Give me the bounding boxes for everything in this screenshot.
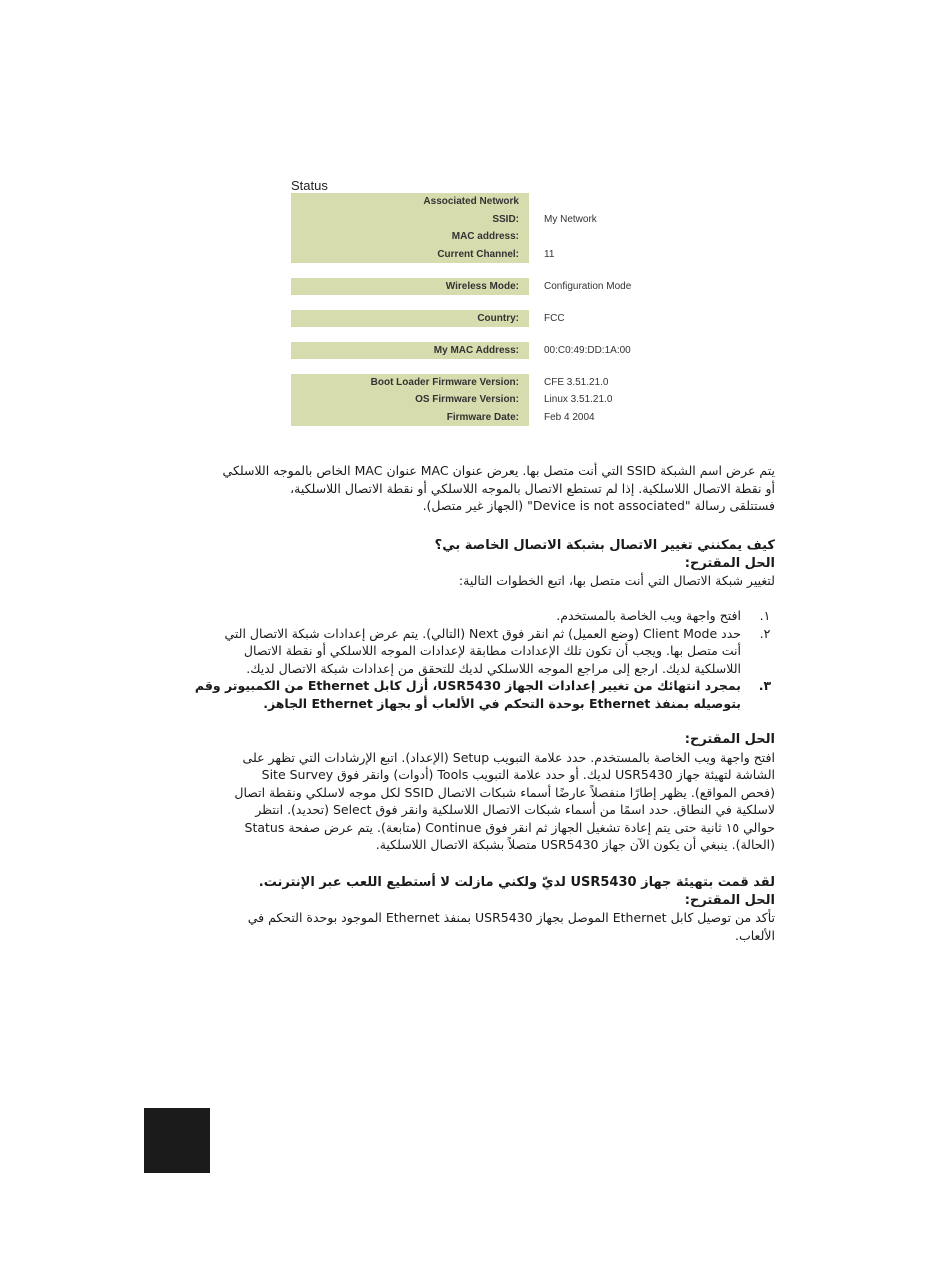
step-line: بمجرد انتهائك من تغيير إعدادات الجهاز USR5430، أزل كابل Ethernet من الكمبيوتر وقم — [194, 678, 741, 693]
step-line: بتوصيله بمنفذ Ethernet بوحدة التحكم في الألعاب أو بجهاز Ethernet الجاهز. — [263, 695, 741, 711]
group-spacer — [291, 327, 651, 342]
intro-line: أو نقطة الاتصال اللاسلكية. إذا لم تستطع الاتصال بالموجه اللاسلكي أو نقطة الاتصال اللاسلكية، — [290, 480, 775, 496]
status-title: Status — [291, 178, 328, 193]
intro-paragraph — [175, 462, 775, 515]
status-value: Linux 3.51.21.0 — [544, 394, 613, 405]
status-label: MAC address: — [291, 228, 529, 246]
step-text — [175, 677, 741, 712]
faq1-intro: لتغيير شبكة الاتصال التي أنت متصل بها، اتبع الخطوات التالية: — [458, 573, 775, 588]
status-value: CFE 3.51.21.0 — [544, 376, 609, 388]
status-table — [291, 193, 651, 426]
faq1-question: كيف يمكنني تغيير الاتصال بشبكة الاتصال الخاصة بي؟ — [434, 538, 775, 553]
step-line: أنت متصل بها. ويجب أن تكون تلك الإعدادات مطابقة لإعدادات الموجه اللاسلكي أو نقطة الاتصال — [243, 643, 741, 658]
step-text — [175, 625, 741, 678]
status-row — [291, 228, 651, 246]
step-line: اللاسلكية لديك. ارجع إلى مراجع الموجه اللاسلكي لديك للتحقق من إعدادات شبكة الاتصال لديك. — [246, 660, 741, 676]
status-value: My Network — [544, 213, 597, 225]
step-text — [175, 607, 741, 625]
page-tab-marker — [144, 1108, 210, 1173]
status-row — [291, 342, 651, 360]
solution2-line: حوالي ١٥ ثانية حتى يتم إعادة تشغيل الجهاز ثم انقر فوق Continue (متابعة). يتم عرض صفحة Status — [244, 819, 775, 835]
solution2 — [175, 731, 775, 854]
status-row — [291, 193, 651, 211]
step-item — [175, 677, 775, 712]
status-label: My MAC Address: — [291, 342, 529, 360]
step-line: افتح واجهة ويب الخاصة بالمستخدم. — [556, 608, 741, 623]
faq2 — [175, 874, 775, 944]
step-line: حدد Client Mode (وضع العميل) ثم انقر فوق Next (التالي). يتم عرض إعدادات شبكة الاتصال التي — [224, 625, 741, 641]
step-item — [175, 625, 775, 678]
intro-line: فستتلقى رسالة "Device is not associated" (الجهاز غير متصل). — [422, 498, 775, 513]
status-label: Firmware Date: — [291, 409, 529, 427]
status-value: FCC — [544, 312, 565, 324]
solution2-line: لاسلكية في النطاق. حدد اسمًا من أسماء شبكات الاتصال اللاسلكية وانقر فوق Select (تحديد). انتظر — [255, 802, 775, 817]
status-row — [291, 211, 651, 229]
status-row — [291, 310, 651, 328]
intro-line: يتم عرض اسم الشبكة SSID التي أنت متصل بها. يعرض عنوان MAC عنوان MAC الخاص بالموجه اللاسلكي — [222, 463, 775, 478]
step-number: ٣. — [758, 678, 772, 693]
status-label: OS Firmware Version: — [291, 391, 529, 409]
faq2-question: لقد قمت بتهيئة جهاز USR5430 لديّ ولكني مازلت لا أستطيع اللعب عبر الإنترنت. — [258, 875, 775, 890]
status-label: Boot Loader Firmware Version: — [291, 374, 529, 392]
status-label: Current Channel: — [291, 246, 529, 264]
status-row — [291, 374, 651, 392]
faq1-steps — [175, 607, 775, 712]
status-value: 11 — [544, 248, 555, 260]
status-row — [291, 246, 651, 264]
solution2-line: افتح واجهة ويب الخاصة بالمستخدم. حدد علامة التبويب Setup (الإعداد). اتبع الإرشادات التي تظهر على — [242, 749, 775, 765]
faq2-line: الألعاب. — [735, 927, 775, 943]
status-row — [291, 278, 651, 296]
step-number: ٢. — [759, 625, 771, 641]
status-label: SSID: — [291, 211, 529, 229]
status-label: Country: — [291, 310, 529, 328]
step-item — [175, 607, 775, 625]
solution2-line: (الحالة). ينبغي أن يكون الآن جهاز USR5430 متصلاً بشبكة الاتصال اللاسلكية. — [375, 837, 775, 852]
group-spacer — [291, 295, 651, 310]
status-label: Wireless Mode: — [291, 278, 529, 296]
status-label: Associated Network — [291, 193, 529, 211]
faq2-solution-label: الحل المقترح: — [684, 892, 775, 908]
group-spacer — [291, 263, 651, 278]
faq1-solution-label: الحل المقترح: — [684, 555, 775, 571]
solution2-line: الشاشة لتهيئة جهاز USR5430 لديك. أو حدد علامة التبويب Tools (أدوات) وانقر فوق Site Survey — [261, 767, 775, 782]
solution2-label: الحل المقترح: — [684, 732, 775, 747]
status-value: Feb 4 2004 — [544, 411, 595, 423]
faq2-line: تأكد من توصيل كابل Ethernet الموصل بجهاز USR5430 بمنفذ Ethernet الموجود بوحدة التحكم في — [247, 910, 775, 925]
status-row — [291, 391, 651, 409]
solution2-line: (فحص المواقع). يظهر إطارًا منفصلاً عارضًا أسماء شبكات الاتصال SSID لكل موجه لاسلكي ونقطة اتصال — [234, 784, 775, 800]
step-number: ١. — [759, 608, 771, 623]
status-value: Configuration Mode — [544, 280, 632, 292]
status-value: 00:C0:49:DD:1A:00 — [544, 344, 631, 356]
status-row — [291, 409, 651, 427]
group-spacer — [291, 359, 651, 374]
faq1-header — [175, 537, 775, 590]
